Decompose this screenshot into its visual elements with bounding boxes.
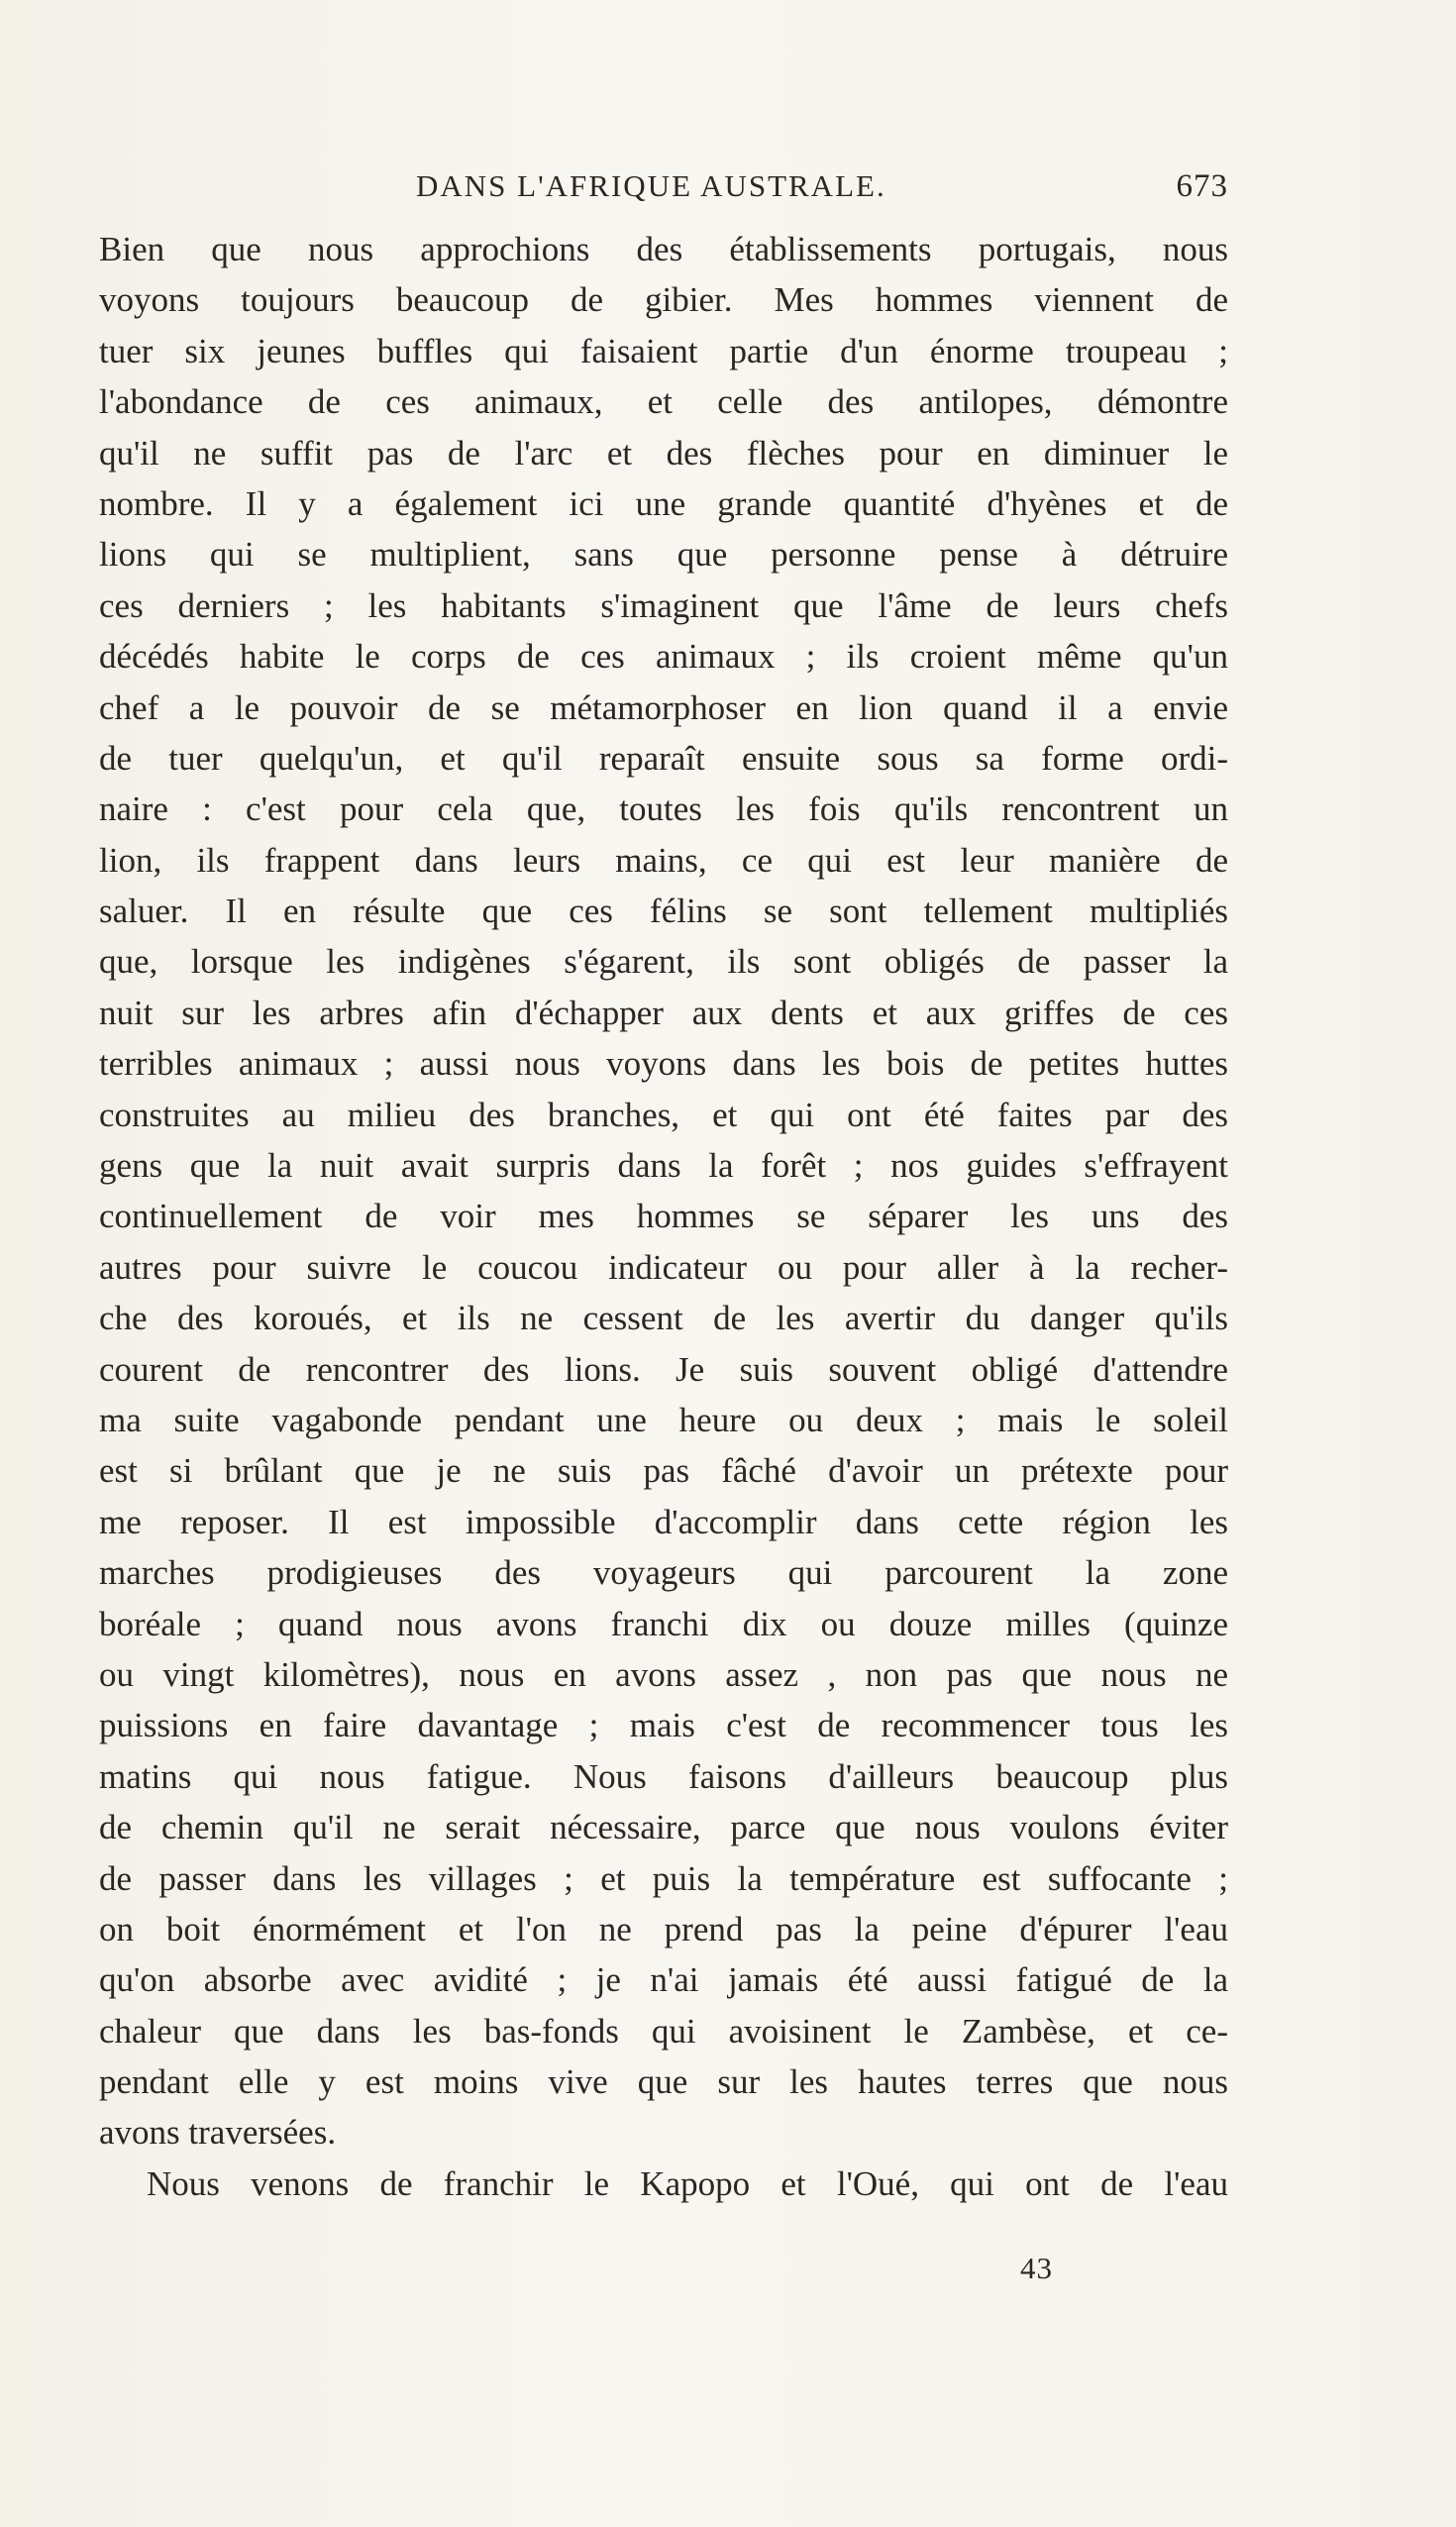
text-line: naire : c'est pour cela que, toutes les fois qu'ils rencontrent un (99, 790, 1228, 829)
text-line: lion, ils frappent dans leurs mains, ce qui est leur manière de (99, 840, 1228, 880)
text-line: construites au milieu des branches, et qui ont été faites par des (99, 1095, 1228, 1134)
text-line: de passer dans les villages ; et puis la température est suffocante ; (99, 1858, 1228, 1898)
text-line: boréale ; quand nous avons franchi dix ou douze milles (quinze (99, 1604, 1228, 1643)
text-line: qu'il ne suffit pas de l'arc et des flèches pour en diminuer le (99, 433, 1228, 473)
signature-mark: 43 (1020, 2251, 1053, 2285)
text-line: chef a le pouvoir de se métamorphoser en lion quand il a envie (99, 687, 1228, 727)
text-line: gens que la nuit avait surpris dans la forêt ; nos guides s'effrayent (99, 1146, 1228, 1186)
text-line: me reposer. Il est impossible d'accomplir dans cette région les (99, 1502, 1228, 1541)
text-line-paragraph-end: avons traversées. (99, 2113, 337, 2153)
text-line-paragraph-start: Nous venons de franchir le Kapopo et l'Oué, qui ont de l'eau (147, 2163, 1228, 2203)
text-line: tuer six jeunes buffles qui faisaient partie d'un énorme troupeau ; (99, 331, 1228, 370)
text-line: che des koroués, et ils ne cessent de les avertir du danger qu'ils (99, 1299, 1228, 1338)
text-line: est si brûlant que je ne suis pas fâché d'avoir un prétexte pour (99, 1451, 1228, 1491)
text-line: continuellement de voir mes hommes se séparer les uns des (99, 1197, 1228, 1236)
page-number: 673 (1176, 168, 1228, 204)
text-line: pendant elle y est moins vive que sur les hautes terres que nous (99, 2062, 1228, 2102)
running-head (416, 164, 1228, 208)
text-line: que, lorsque les indigènes s'égarent, ils sont obligés de passer la (99, 942, 1228, 982)
text-line: qu'on absorbe avec avidité ; je n'ai jamais été aussi fatigué de la (99, 1960, 1228, 2000)
text-line: saluer. Il en résulte que ces félins se sont tellement multipliés (99, 892, 1228, 931)
text-line: courent de rencontrer des lions. Je suis souvent obligé d'attendre (99, 1349, 1228, 1389)
text-line: décédés habite le corps de ces animaux ; ils croient même qu'un (99, 637, 1228, 677)
body-text (99, 224, 1228, 2209)
text-line: puissions en faire davantage ; mais c'est de recommencer tous les (99, 1706, 1228, 1745)
running-title: DANS L'AFRIQUE AUSTRALE. (416, 168, 886, 203)
text-line: l'abondance de ces animaux, et celle des antilopes, démontre (99, 382, 1228, 422)
text-line: autres pour suivre le coucou indicateur ou pour aller à la recher- (99, 1247, 1228, 1287)
text-line: chaleur que dans les bas-fonds qui avoisinent le Zambèse, et ce- (99, 2011, 1228, 2051)
text-line: voyons toujours beaucoup de gibier. Mes hommes viennent de (99, 280, 1228, 320)
text-line: ces derniers ; les habitants s'imaginent que l'âme de leurs chefs (99, 585, 1228, 625)
text-line: ou vingt kilomètres), nous en avons assez , non pas que nous ne (99, 1654, 1228, 1694)
text-line: marches prodigieuses des voyageurs qui parcourent la zone (99, 1553, 1228, 1593)
text-line: terribles animaux ; aussi nous voyons dans les bois de petites huttes (99, 1044, 1228, 1084)
text-line: nombre. Il y a également ici une grande quantité d'hyènes et de (99, 483, 1228, 523)
text-line: ma suite vagabonde pendant une heure ou deux ; mais le soleil (99, 1400, 1228, 1439)
text-line: on boit énormément et l'on ne prend pas la peine d'épurer l'eau (99, 1909, 1228, 1948)
text-line: Bien que nous approchions des établissements portugais, nous (99, 230, 1228, 268)
text-line: nuit sur les arbres afin d'échapper aux dents et aux griffes de ces (99, 993, 1228, 1032)
text-line: lions qui se multiplient, sans que personne pense à détruire (99, 535, 1228, 575)
text-line: de tuer quelqu'un, et qu'il reparaît ensuite sous sa forme ordi- (99, 738, 1228, 778)
text-line: de chemin qu'il ne serait nécessaire, parce que nous voulons éviter (99, 1808, 1228, 1847)
text-line: matins qui nous fatigue. Nous faisons d'ailleurs beaucoup plus (99, 1756, 1228, 1796)
